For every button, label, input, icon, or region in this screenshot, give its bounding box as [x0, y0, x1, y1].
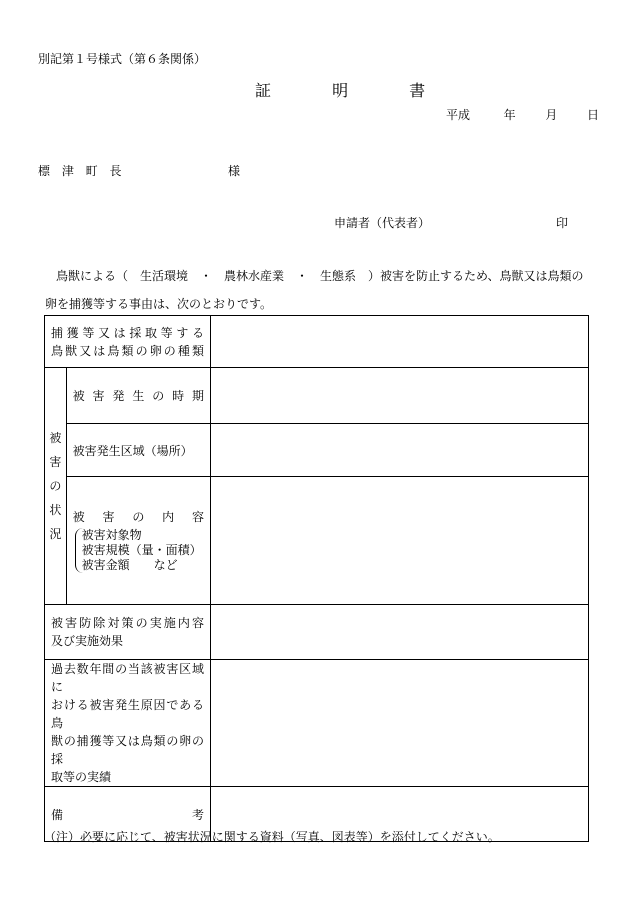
- damage-area-label: [66, 424, 210, 477]
- date-line: [446, 106, 599, 123]
- species-label: [45, 316, 211, 368]
- history-label-line: 取等の実績: [51, 770, 112, 784]
- date-day: 日: [587, 108, 600, 122]
- purpose-line-2: 卵を捕獲等する事由は、次のとおりです。: [45, 297, 273, 311]
- measures-value[interactable]: [211, 605, 589, 660]
- damage-time-value[interactable]: [211, 368, 589, 424]
- date-year: 年: [503, 108, 516, 122]
- purpose-line-1: 鳥獣による（ 生活環境 ・ 農林水産業 ・ 生態系 ）被害を防止するため、鳥獣又は鳥類の: [56, 269, 584, 283]
- content-item: 被害対象物: [81, 528, 142, 542]
- measures-label: [45, 605, 211, 660]
- damage-status-group-label: [45, 368, 67, 605]
- measures-row: [45, 605, 589, 660]
- seal-mark: 印: [556, 216, 569, 230]
- history-label-line: 過去数年間の当該被害区域に: [51, 662, 204, 694]
- damage-time-label: [66, 368, 210, 424]
- damage-content-items: [75, 528, 204, 573]
- group-char: 状: [49, 503, 62, 517]
- form-number-label: 別記第１号様式（第６条関係）: [38, 52, 207, 66]
- history-value[interactable]: [211, 660, 589, 787]
- species-value[interactable]: [211, 316, 589, 368]
- applicant-label: 申請者（代表者）: [334, 216, 431, 230]
- certificate-table: [44, 315, 589, 842]
- damage-area-text: 被害発生区域（場所）: [72, 443, 193, 458]
- damage-content-text: 被 害 の 内 容: [72, 510, 204, 524]
- group-char: の: [49, 479, 62, 493]
- history-label: [45, 660, 211, 787]
- group-char: 被: [49, 431, 62, 445]
- remarks-char: 考: [191, 807, 204, 822]
- damage-content-label: [66, 477, 210, 605]
- damage-content-row: [45, 477, 589, 605]
- content-item: 被害金額 など: [81, 558, 178, 572]
- document-title: 証 明 書: [255, 81, 454, 100]
- history-row: [45, 660, 589, 787]
- species-label-line-1: 捕獲等又は採取等する: [51, 325, 204, 340]
- addressee-honorific: 様: [228, 164, 241, 178]
- damage-content-value[interactable]: [211, 477, 589, 605]
- footnote: （注）必要に応じて、被害状況に関する資料（写真、図表等）を添付してください。: [44, 830, 500, 844]
- damage-time-row: [45, 368, 589, 424]
- measures-label-line-1: 被害防除対策の実施内容: [51, 616, 204, 630]
- group-char: 況: [49, 527, 62, 541]
- addressee-name: 標 津 町 長: [38, 164, 126, 178]
- group-char: 害: [49, 455, 62, 469]
- measures-label-line-2: 及び実施効果: [51, 634, 124, 648]
- damage-area-value[interactable]: [211, 424, 589, 477]
- damage-time-text: 被 害 発 生 の 時 期: [72, 388, 204, 403]
- remarks-char: 備: [51, 807, 64, 822]
- date-era: 平成: [446, 108, 471, 122]
- history-label-line: おける被害発生原因である鳥: [51, 698, 204, 730]
- history-label-line: 獣の捕獲等又は鳥類の卵の採: [51, 734, 204, 766]
- species-label-line-2: 鳥獣又は鳥類の卵の種類: [51, 343, 204, 358]
- date-month: 月: [545, 108, 558, 122]
- damage-area-row: [45, 424, 589, 477]
- content-item: 被害規模（量・面積）: [81, 543, 202, 557]
- species-row: [45, 316, 589, 368]
